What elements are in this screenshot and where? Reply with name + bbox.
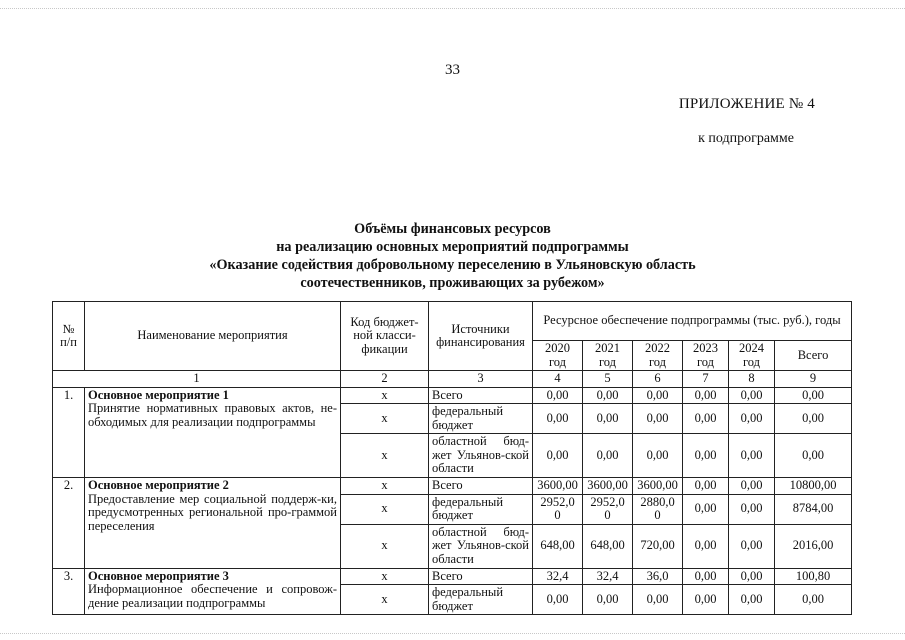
value-cell: 648,00 [533,524,583,568]
value-cell: 0,00 [729,387,775,404]
column-number: 8 [729,371,775,388]
budget-code: х [341,478,429,495]
event-description: Принятие нормативных правовых актов, не-обходимых для реализации подпрограммы [88,401,337,429]
header-2021: 2021 год [583,341,633,371]
event-title: Основное мероприятие 1 [88,387,229,402]
funding-source: федеральный бюджет [429,585,533,615]
value-cell: 0,00 [533,585,583,615]
value-cell: 0,00 [683,404,729,434]
column-number: 2 [341,371,429,388]
column-number: 1 [53,371,341,388]
column-number: 5 [583,371,633,388]
budget-code: х [341,585,429,615]
header-code: Код бюджет-ной класси-фикации [341,302,429,371]
funding-source: федеральный бюджет [429,404,533,434]
event-number: 3. [53,568,85,615]
budget-code: х [341,568,429,585]
value-cell: 0,00 [683,434,729,478]
value-cell: 0,00 [775,387,852,404]
title-line-3: «Оказание содействия добровольному переселению в Ульяновскую область [209,257,696,273]
value-cell: 0,00 [729,524,775,568]
value-cell: 0,00 [729,478,775,495]
funding-source: Всего [429,568,533,585]
value-cell: 0,00 [683,585,729,615]
value-cell: 10800,00 [775,478,852,495]
column-number: 6 [633,371,683,388]
scan-artifact-bottom [0,633,905,635]
finance-table [52,301,852,615]
value-cell: 3600,00 [633,478,683,495]
value-cell: 3600,00 [583,478,633,495]
header-total: Всего [775,341,852,371]
value-cell: 648,00 [583,524,633,568]
value-cell: 0,00 [729,434,775,478]
value-cell: 0,00 [633,387,683,404]
funding-source: федеральный бюджет [429,494,533,524]
budget-code: х [341,434,429,478]
value-cell: 0,00 [683,524,729,568]
header-2022: 2022 год [633,341,683,371]
value-cell: 0,00 [683,568,729,585]
table-row [53,568,852,585]
value-cell: 3600,00 [533,478,583,495]
column-number: 9 [775,371,852,388]
event-name-cell [85,387,341,478]
funding-source: Всего [429,387,533,404]
table-row [53,478,852,495]
event-number: 1. [53,387,85,478]
value-cell: 36,0 [633,568,683,585]
value-cell: 0,00 [729,404,775,434]
value-cell: 0,00 [633,434,683,478]
value-cell: 0,00 [729,585,775,615]
value-cell: 0,00 [683,387,729,404]
value-cell: 8784,00 [775,494,852,524]
value-cell: 0,00 [633,404,683,434]
value-cell: 100,80 [775,568,852,585]
value-cell: 720,00 [633,524,683,568]
value-cell: 0,00 [533,387,583,404]
column-number: 7 [683,371,729,388]
table-row [53,387,852,404]
value-cell: 0,00 [583,585,633,615]
event-name-cell [85,568,341,615]
scan-artifact-top [0,8,905,10]
value-cell: 32,4 [583,568,633,585]
value-cell: 0,00 [683,478,729,495]
column-number: 4 [533,371,583,388]
funding-source: областной бюд-жет Ульянов-ской области [429,524,533,568]
budget-code: х [341,387,429,404]
value-cell: 0,00 [583,404,633,434]
title-line-1: Объёмы финансовых ресурсов [354,221,551,237]
event-number: 2. [53,478,85,569]
event-description: Предоставление мер социальной поддерж-ки, предусмотренных региональной про-граммой переселения [88,491,337,533]
value-cell: 0,00 [533,404,583,434]
event-title: Основное мероприятие 3 [88,568,229,583]
value-cell: 0,00 [775,434,852,478]
header-2020: 2020 год [533,341,583,371]
budget-code: х [341,494,429,524]
value-cell: 0,00 [775,404,852,434]
value-cell: 0,00 [583,434,633,478]
event-title: Основное мероприятие 2 [88,478,229,492]
header-2023: 2023 год [683,341,729,371]
value-cell: 0,00 [583,387,633,404]
event-description: Информационное обеспечение и сопровож-дение реализации подпрограммы [88,582,337,610]
page-number: 33 [445,62,460,78]
value-cell: 2016,00 [775,524,852,568]
header-name: Наименование мероприятия [85,302,341,371]
title-line-4: соотечественников, проживающих за рубежом» [300,275,605,291]
header-resources: Ресурсное обеспечение подпрограммы (тыс. руб.), годы [533,302,852,341]
appendix-title: ПРИЛОЖЕНИЕ № 4 [678,96,815,112]
header-num: № п/п [53,302,85,371]
budget-code: х [341,524,429,568]
value-cell: 0,00 [633,585,683,615]
value-cell: 0,00 [729,494,775,524]
value-cell: 2952,0 0 [583,494,633,524]
budget-code: х [341,404,429,434]
document-title [0,220,905,292]
event-name-cell [85,478,341,569]
column-number: 3 [429,371,533,388]
value-cell: 32,4 [533,568,583,585]
funding-source: областной бюд-жет Ульянов-ской области [429,434,533,478]
value-cell: 2880,0 0 [633,494,683,524]
title-line-2: на реализацию основных мероприятий подпрограммы [276,239,629,255]
appendix-subtitle: к подпрограмме [698,131,794,146]
value-cell: 0,00 [683,494,729,524]
value-cell: 0,00 [775,585,852,615]
value-cell: 0,00 [729,568,775,585]
funding-source: Всего [429,478,533,495]
value-cell: 0,00 [533,434,583,478]
value-cell: 2952,0 0 [533,494,583,524]
header-2024: 2024 год [729,341,775,371]
header-sources: Источники финансирования [429,302,533,371]
